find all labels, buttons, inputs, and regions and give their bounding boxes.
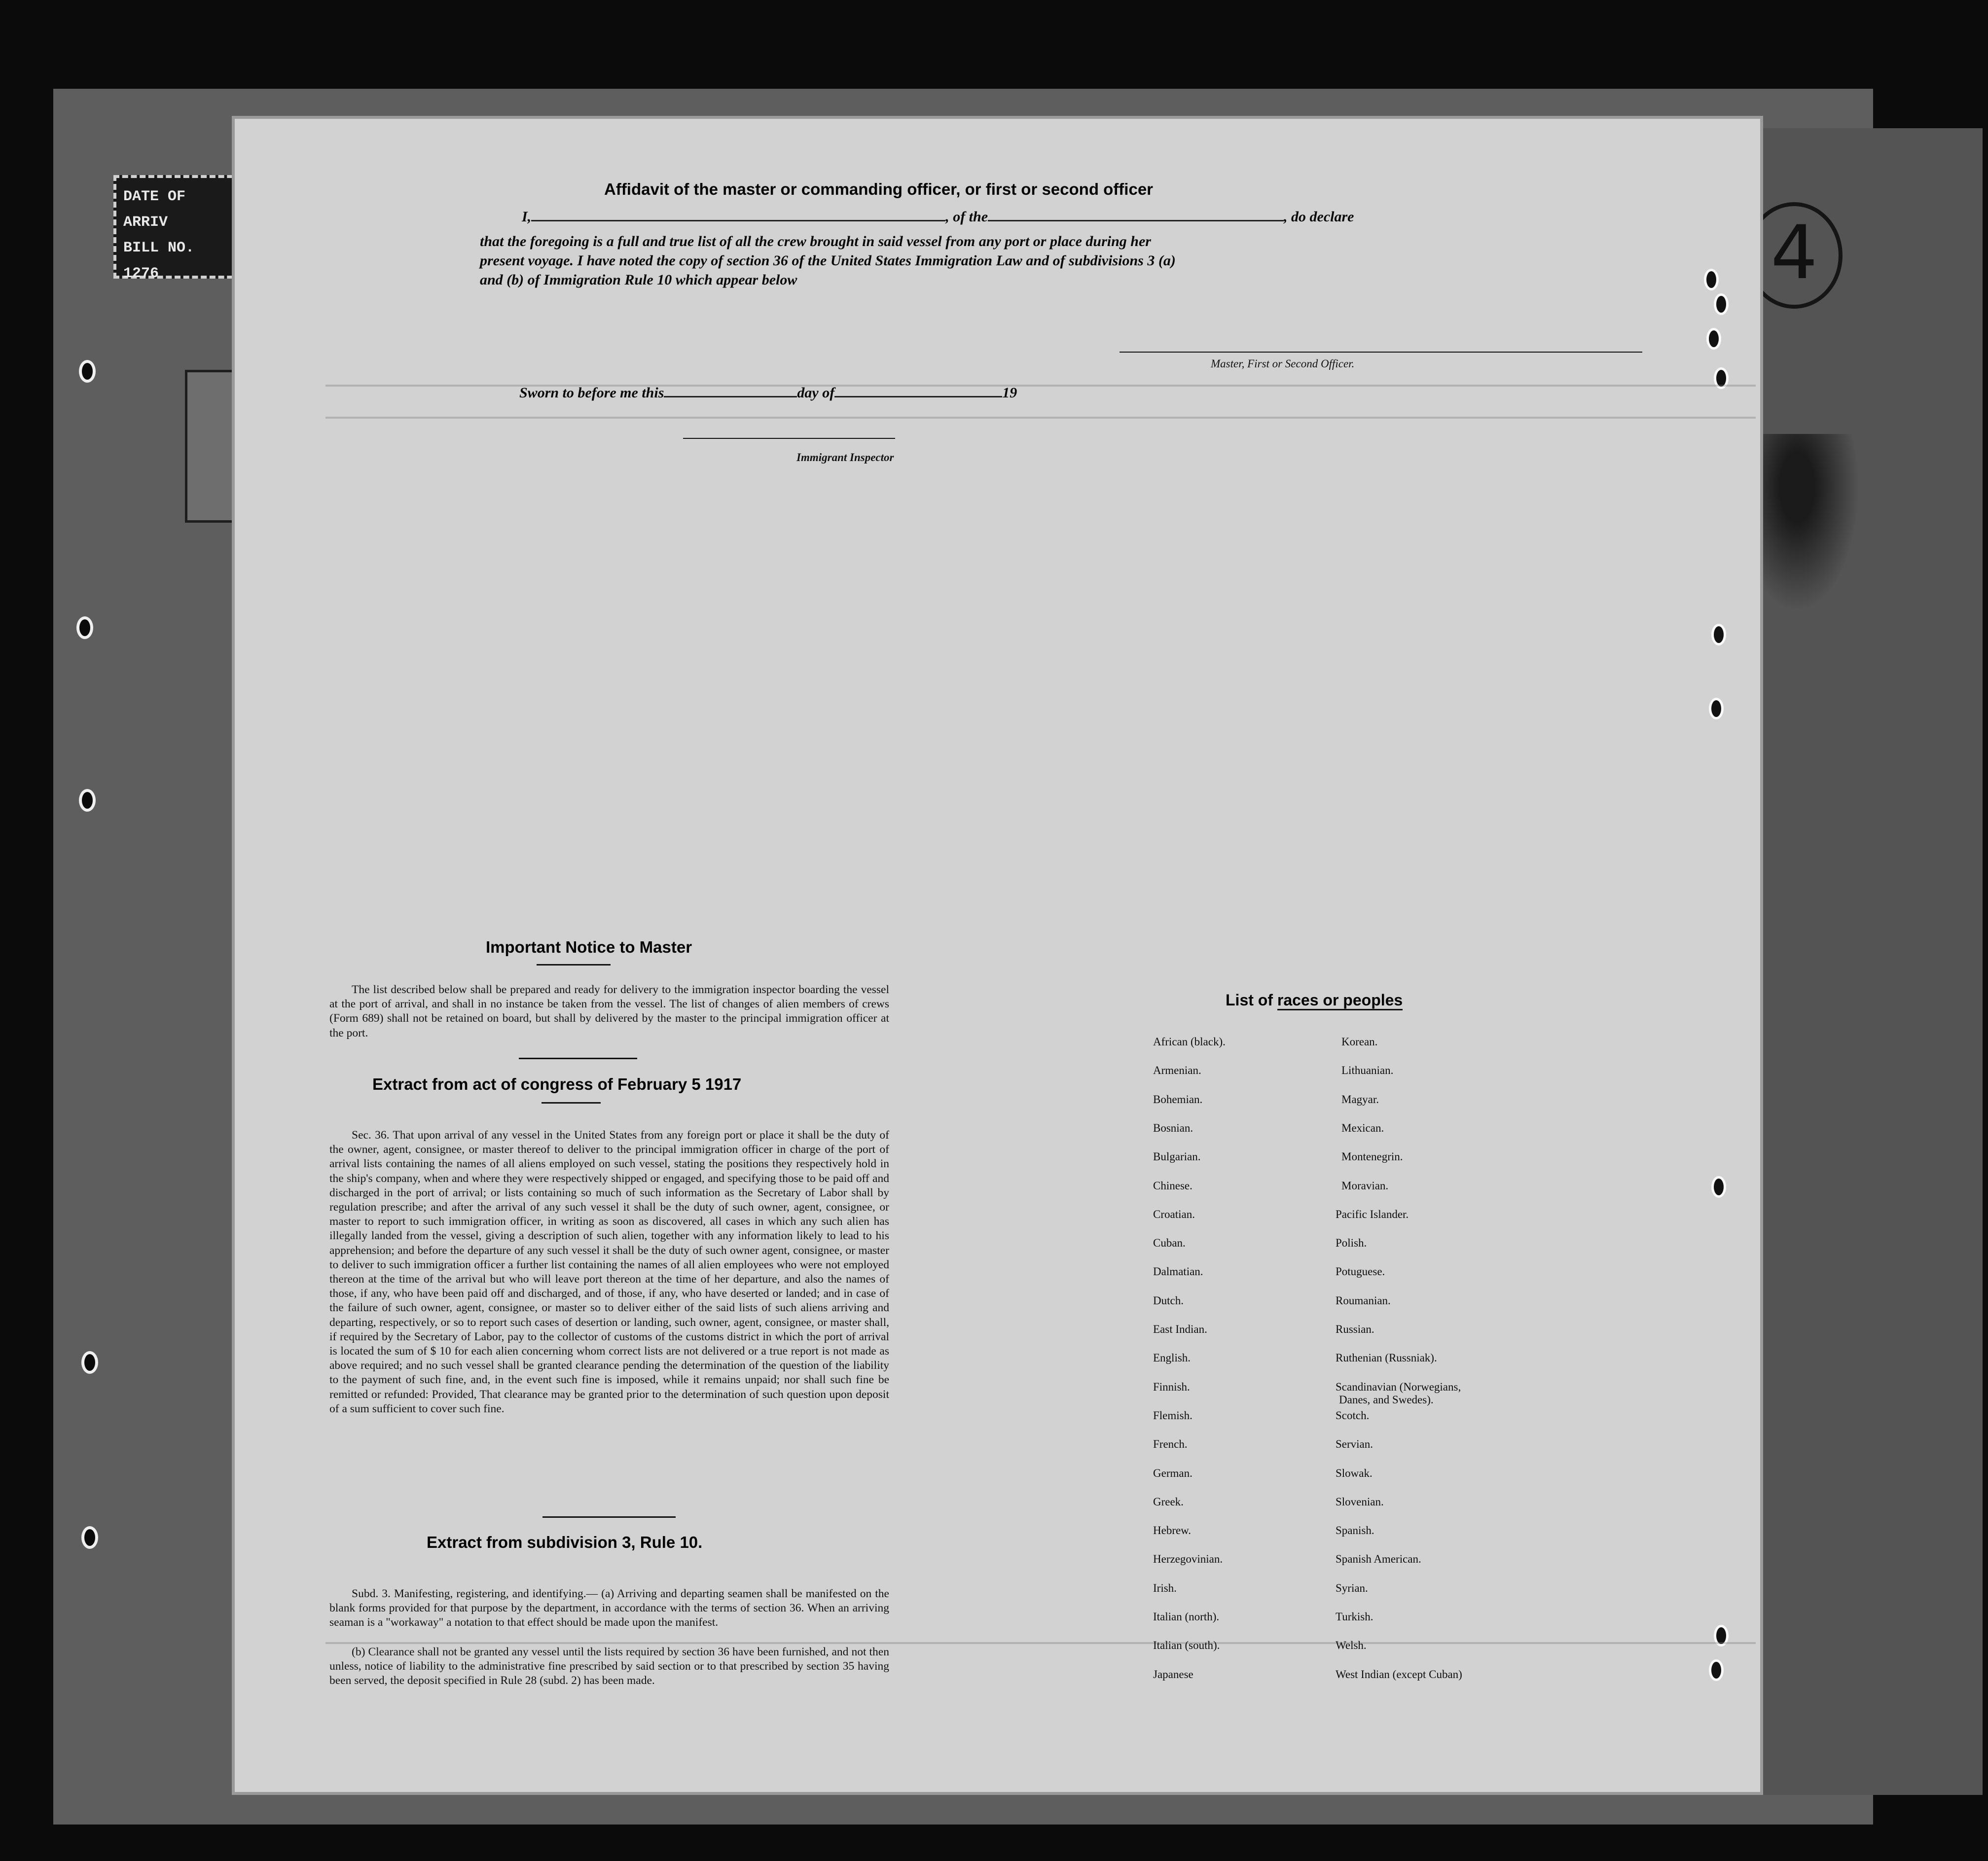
affidavit-line-2: that the foregoing is a full and true list of all the crew brought in said vessel from any port or place during her <box>480 233 1151 250</box>
race-item: Hebrew. <box>1153 1524 1192 1537</box>
name-blank <box>531 210 945 221</box>
affidavit-line-3: present voyage. I have noted the copy of section 36 of the United States Immigration Law and of subdivisions 3 (a) <box>480 252 1176 269</box>
race-item: Magyar. <box>1341 1093 1379 1106</box>
race-item: Bulgarian. <box>1153 1150 1201 1163</box>
act-extract-body: Sec. 36. That upon arrival of any vessel in the United States from any foreign port or place it shall be the duty of the owner, agent, consignee, or master thereof to deliver to the principal immigration officer in charge of the port of arrival lists containing the names of all aliens employed on such vessel, stating the positions they respectively hold in the ship's company, when and where they were respectively shipped or engaged, and specifying those to be paid off and discharged in the port of arrival; or lists containing so much of such information as the Secretary of Labor shall by regulation prescribe; and after the arrival of any such vessel it shall be the duty of such owner, agent, consignee, or master to report to such immigration officer, in writing as soon as discovered, all cases in which any such alien has illegally landed from the vessel, giving a description of such alien, together with any information likely to lead to his apprehension; and before the departure of any such vessel it shall be the duty of such owner agent, consignee, or master to deliver to such immigration officer a further list containing the names of all alien employees who were not employed thereon at the time of the arrival but who will leave port thereon at the time of her departure, and also the names of those, if any, who have been paid off and discharged, and of those, if any, who have deserted or landed; and in case of the failure of such owner, agent, consignee, or master so to deliver either of the said lists of such aliens arriving and departing, respectively, or so to report such cases of desertion or landing, such owner, agent, consignee, or master shall, if required by the Secretary of Labor, pay to the collector of customs of the customs district in which the port of arrival is located the sum of $ 10 for each alien concerning whom correct lists are not delivered or a true report is not made as above required; and no such vessel shall be granted clearance pending the determination of the question of the liability to the payment of such fine, and, in the event such fine is imposed, while it remains unpaid; nor shall such fine be remitted or refunded: Provided, That clearance may be granted prior to the determination of such question upon deposit of a sum sufficient to cover such fine. <box>329 1129 889 1415</box>
race-item: Syrian. <box>1336 1581 1368 1594</box>
race-item: Armenian. <box>1153 1064 1201 1077</box>
race-item: Montenegrin. <box>1341 1150 1403 1163</box>
race-item: Danes, and Swedes). <box>1339 1393 1434 1406</box>
affidavit-line-1 <box>522 209 1651 225</box>
race-item: Bohemian. <box>1153 1093 1203 1106</box>
sworn-line <box>519 385 1017 401</box>
stamp-line-1: DATE OF ARRIV <box>123 188 186 231</box>
bleed-rule <box>325 417 1756 419</box>
race-item: Irish. <box>1153 1581 1177 1594</box>
race-item: Cuban. <box>1153 1237 1186 1250</box>
race-item: Russian. <box>1336 1323 1374 1335</box>
notice-separator <box>519 1058 637 1059</box>
binder-hole <box>76 616 93 639</box>
race-item: Italian (south). <box>1153 1639 1220 1652</box>
race-item: Lithuanian. <box>1341 1064 1394 1077</box>
binder-hole <box>81 1526 98 1549</box>
race-item: Herzegovinian. <box>1153 1553 1223 1566</box>
master-caption: Master, First or Second Officer. <box>1211 358 1355 370</box>
race-item: Moravian. <box>1341 1179 1389 1192</box>
vessel-blank <box>988 210 1284 221</box>
race-item: Slowak. <box>1336 1467 1373 1479</box>
notice-body: The list described below shall be prepared and ready for delivery to the immigration inspector boarding the vessel at the port of arrival, and shall in no instance be taken from the vessel. The list of changes of alien members of crews (Form 689) shall not be retained on board, but shall by delivered by the master to the principal immigration officer at the port. <box>329 983 889 1039</box>
race-item: Flemish. <box>1153 1409 1193 1422</box>
master-signature-line <box>1120 352 1642 353</box>
race-item: Welsh. <box>1336 1639 1367 1652</box>
affidavit-of-the: , of the <box>945 209 988 225</box>
sworn-text: Sworn to before me this <box>519 385 664 401</box>
race-item: Ruthenian (Russniak). <box>1336 1352 1437 1364</box>
handwritten-scribble <box>1756 434 1859 611</box>
race-item: African (black). <box>1153 1036 1226 1048</box>
race-item: Roumanian. <box>1336 1294 1391 1307</box>
race-item: Finnish. <box>1153 1380 1190 1393</box>
affidavit-line-4: and (b) of Immigration Rule 10 which appear below <box>480 272 797 288</box>
sworn-year: 19 <box>1002 385 1017 401</box>
race-item: Pacific Islander. <box>1336 1208 1409 1220</box>
act-extract-title: Extract from act of congress of February 5 1917 <box>372 1075 742 1093</box>
stamp-line-2: BILL NO. 1276 <box>123 240 195 282</box>
arrival-stamp <box>113 175 242 282</box>
race-item: Spanish. <box>1336 1524 1374 1537</box>
race-item: Korean. <box>1341 1036 1378 1048</box>
race-item: Bosnian. <box>1153 1121 1193 1134</box>
binder-hole <box>81 1351 98 1374</box>
race-item: Greek. <box>1153 1495 1184 1508</box>
act-title-rule <box>542 1102 601 1104</box>
inspector-caption: Immigrant Inspector <box>796 451 894 464</box>
back-sheet-right-edge <box>1756 128 1983 1795</box>
race-item: East Indian. <box>1153 1323 1207 1335</box>
race-item: Slovenian. <box>1336 1495 1384 1508</box>
affidavit-title: Affidavit of the master or commanding officer, or first or second officer <box>604 180 1154 198</box>
race-item: English. <box>1153 1352 1191 1364</box>
race-item: German. <box>1153 1467 1193 1479</box>
races-title <box>1226 991 1403 1009</box>
race-item: Turkish. <box>1336 1610 1374 1623</box>
race-item: Dalmatian. <box>1153 1265 1203 1278</box>
race-item: Scandinavian (Norwegians, <box>1336 1380 1461 1393</box>
notice-title: Important Notice to Master <box>486 938 692 956</box>
month-blank <box>834 386 1002 397</box>
handwritten-circled-number: 4 <box>1746 202 1843 309</box>
act-separator <box>542 1516 676 1518</box>
race-item: Mexican. <box>1341 1121 1384 1134</box>
race-item: Servian. <box>1336 1438 1374 1451</box>
inspector-signature-line <box>683 438 895 439</box>
rule-extract-body-a: Subd. 3. Manifesting, registering, and identifying.— (a) Arriving and departing seamen shall be manifested on the blank forms provided for that purpose by the department, in accordance with the terms of section 36. When an arriving seaman is a "workaway" a notation to that effect should be made upon the manifest. <box>329 1587 889 1629</box>
binder-hole <box>79 789 96 812</box>
day-blank <box>664 386 797 397</box>
notice-title-rule <box>537 964 611 966</box>
binder-hole <box>79 360 96 383</box>
race-item: Scotch. <box>1336 1409 1370 1422</box>
rule-extract-body-b: (b) Clearance shall not be granted any vessel until the lists required by section 36 have been furnished, and not then unless, notice of liability to the administrative fine prescribed by said section or to that prescribed by section 35 having been served, the deposit specified in Rule 28 (subd. 2) has been made. <box>329 1646 889 1687</box>
bleed-rule <box>325 1642 1756 1644</box>
affidavit-do-declare: , do declare <box>1284 209 1354 225</box>
race-item: Potuguese. <box>1336 1265 1385 1278</box>
form-sheet <box>232 116 1763 1795</box>
affidavit-i: I, <box>522 209 532 225</box>
races-title-main: races or peoples <box>1277 991 1403 1010</box>
race-item: French. <box>1153 1438 1188 1451</box>
race-item: Chinese. <box>1153 1179 1193 1192</box>
race-item: Croatian. <box>1153 1208 1195 1220</box>
race-item: Dutch. <box>1153 1294 1184 1307</box>
race-item: Italian (north). <box>1153 1610 1220 1623</box>
race-item: Polish. <box>1336 1237 1367 1250</box>
race-item: West Indian (except Cuban) <box>1336 1668 1462 1681</box>
sworn-day-of: day of <box>797 385 835 401</box>
races-title-prefix: List of <box>1226 991 1273 1009</box>
race-item: Spanish American. <box>1336 1553 1421 1566</box>
race-item: Japanese <box>1153 1668 1193 1681</box>
rule-extract-title: Extract from subdivision 3, Rule 10. <box>427 1533 703 1551</box>
